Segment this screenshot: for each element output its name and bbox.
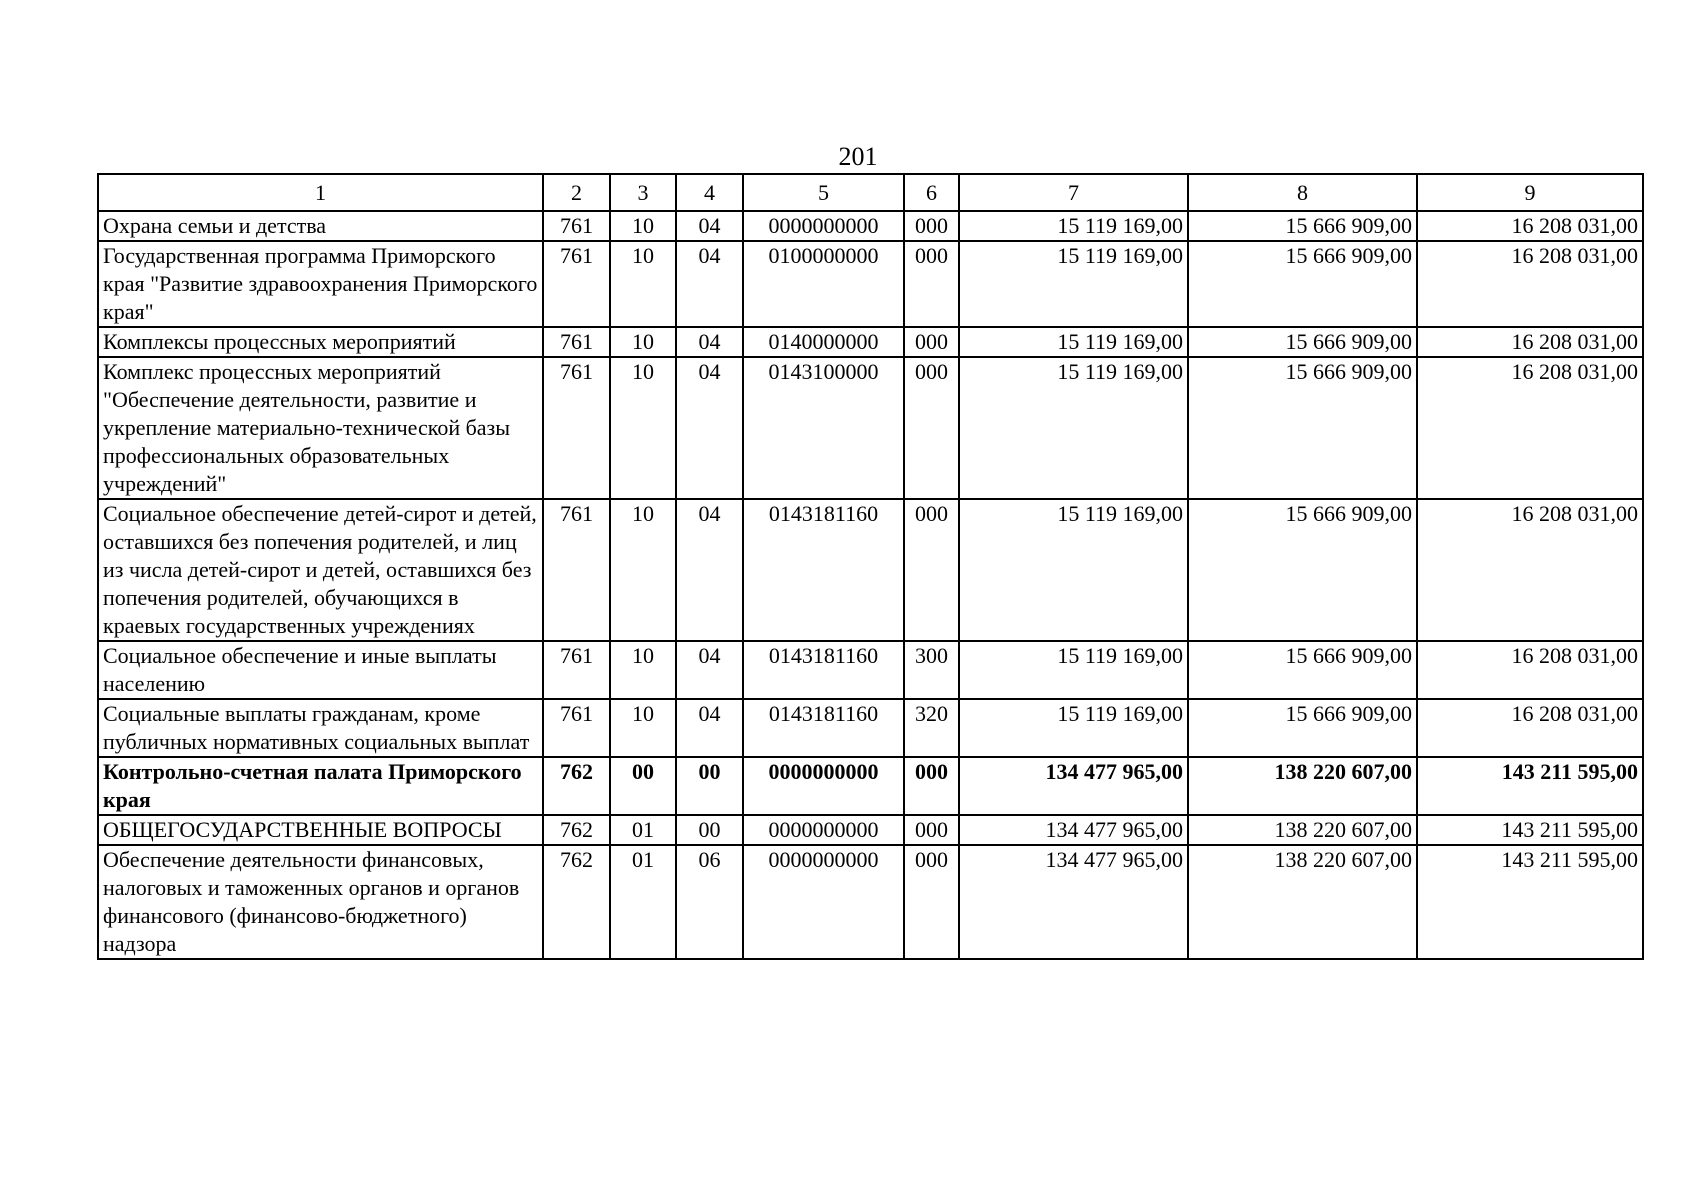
row-amount-8: 138 220 607,00 (1188, 815, 1417, 845)
row-name: Комплекс процессных мероприятий "Обеспечение деятельности, развитие и укрепление материально-технической базы профессиональных образовательных учреждений" (98, 357, 543, 499)
row-amount-7: 15 119 169,00 (959, 211, 1188, 241)
row-code-4: 04 (676, 211, 743, 241)
row-code-4: 00 (676, 757, 743, 815)
row-code-5: 0143100000 (743, 357, 904, 499)
row-name: Охрана семьи и детства (98, 211, 543, 241)
row-amount-9: 16 208 031,00 (1417, 241, 1643, 327)
row-code-3: 10 (610, 241, 676, 327)
row-code-5: 0140000000 (743, 327, 904, 357)
table-row (98, 499, 1643, 641)
row-code-6: 300 (904, 641, 959, 699)
row-amount-7: 15 119 169,00 (959, 357, 1188, 499)
row-code-3: 00 (610, 757, 676, 815)
table-row (98, 845, 1643, 959)
row-name: Обеспечение деятельности финансовых, налоговых и таможенных органов и органов финансового (финансово-бюджетного) надзора (98, 845, 543, 959)
row-name: Комплексы процессных мероприятий (98, 327, 543, 357)
row-name: ОБЩЕГОСУДАРСТВЕННЫЕ ВОПРОСЫ (98, 815, 543, 845)
header-col-4: 4 (676, 174, 743, 211)
row-amount-9: 16 208 031,00 (1417, 327, 1643, 357)
row-code-4: 00 (676, 815, 743, 845)
row-amount-9: 16 208 031,00 (1417, 641, 1643, 699)
table-row (98, 211, 1643, 241)
header-col-1: 1 (98, 174, 543, 211)
row-code-2: 761 (543, 499, 610, 641)
row-amount-8: 15 666 909,00 (1188, 241, 1417, 327)
header-col-7: 7 (959, 174, 1188, 211)
row-code-2: 762 (543, 815, 610, 845)
row-code-2: 761 (543, 641, 610, 699)
row-amount-9: 143 211 595,00 (1417, 845, 1643, 959)
row-code-3: 10 (610, 499, 676, 641)
row-name: Контрольно-счетная палата Приморского края (98, 757, 543, 815)
row-code-5: 0000000000 (743, 757, 904, 815)
table-row (98, 641, 1643, 699)
row-code-6: 000 (904, 357, 959, 499)
row-name: Социальное обеспечение детей-сирот и детей, оставшихся без попечения родителей, и лиц из числа детей-сирот и детей, оставшихся без попечения родителей, обучающихся в краевых государственных учреждениях (98, 499, 543, 641)
row-code-6: 320 (904, 699, 959, 757)
row-code-3: 10 (610, 357, 676, 499)
row-code-3: 01 (610, 815, 676, 845)
row-amount-8: 15 666 909,00 (1188, 357, 1417, 499)
row-amount-8: 15 666 909,00 (1188, 699, 1417, 757)
row-code-3: 10 (610, 699, 676, 757)
row-amount-8: 15 666 909,00 (1188, 499, 1417, 641)
row-code-6: 000 (904, 327, 959, 357)
row-code-6: 000 (904, 757, 959, 815)
row-code-4: 04 (676, 357, 743, 499)
header-col-5: 5 (743, 174, 904, 211)
row-code-4: 06 (676, 845, 743, 959)
row-code-4: 04 (676, 641, 743, 699)
row-amount-8: 15 666 909,00 (1188, 327, 1417, 357)
row-name: Социальные выплаты гражданам, кроме публичных нормативных социальных выплат (98, 699, 543, 757)
page-number: 201 (838, 142, 878, 171)
row-code-2: 762 (543, 845, 610, 959)
row-code-4: 04 (676, 499, 743, 641)
row-amount-7: 15 119 169,00 (959, 641, 1188, 699)
row-amount-7: 15 119 169,00 (959, 699, 1188, 757)
row-code-2: 762 (543, 757, 610, 815)
row-code-5: 0000000000 (743, 815, 904, 845)
row-amount-7: 134 477 965,00 (959, 845, 1188, 959)
row-code-5: 0143181160 (743, 699, 904, 757)
row-code-2: 761 (543, 357, 610, 499)
row-amount-8: 138 220 607,00 (1188, 757, 1417, 815)
row-code-5: 0000000000 (743, 845, 904, 959)
row-code-3: 01 (610, 845, 676, 959)
header-col-2: 2 (543, 174, 610, 211)
row-code-6: 000 (904, 211, 959, 241)
row-code-6: 000 (904, 499, 959, 641)
header-col-9: 9 (1417, 174, 1643, 211)
table-row (98, 357, 1643, 499)
row-amount-8: 138 220 607,00 (1188, 845, 1417, 959)
row-code-6: 000 (904, 815, 959, 845)
row-amount-9: 16 208 031,00 (1417, 499, 1643, 641)
row-name: Государственная программа Приморского края "Развитие здравоохранения Приморского края" (98, 241, 543, 327)
row-amount-8: 15 666 909,00 (1188, 211, 1417, 241)
row-amount-7: 15 119 169,00 (959, 241, 1188, 327)
row-amount-8: 15 666 909,00 (1188, 641, 1417, 699)
row-code-4: 04 (676, 699, 743, 757)
row-code-6: 000 (904, 845, 959, 959)
row-code-2: 761 (543, 327, 610, 357)
row-amount-9: 16 208 031,00 (1417, 357, 1643, 499)
header-col-3: 3 (610, 174, 676, 211)
table-row-bold (98, 757, 1643, 815)
row-code-5: 0000000000 (743, 211, 904, 241)
row-name: Социальное обеспечение и иные выплаты населению (98, 641, 543, 699)
row-code-3: 10 (610, 641, 676, 699)
row-code-2: 761 (543, 699, 610, 757)
row-code-5: 0143181160 (743, 641, 904, 699)
table-row (98, 815, 1643, 845)
row-amount-9: 143 211 595,00 (1417, 757, 1643, 815)
row-amount-9: 16 208 031,00 (1417, 699, 1643, 757)
row-code-3: 10 (610, 211, 676, 241)
row-amount-9: 16 208 031,00 (1417, 211, 1643, 241)
row-amount-7: 15 119 169,00 (959, 499, 1188, 641)
header-row (98, 174, 1643, 211)
table-row (98, 241, 1643, 327)
row-amount-7: 134 477 965,00 (959, 757, 1188, 815)
row-code-2: 761 (543, 241, 610, 327)
row-amount-7: 15 119 169,00 (959, 327, 1188, 357)
header-col-8: 8 (1188, 174, 1417, 211)
row-code-5: 0100000000 (743, 241, 904, 327)
row-amount-7: 134 477 965,00 (959, 815, 1188, 845)
row-code-3: 10 (610, 327, 676, 357)
table-row (98, 327, 1643, 357)
row-code-2: 761 (543, 211, 610, 241)
row-code-5: 0143181160 (743, 499, 904, 641)
budget-table (97, 173, 1644, 960)
row-code-4: 04 (676, 327, 743, 357)
row-amount-9: 143 211 595,00 (1417, 815, 1643, 845)
row-code-4: 04 (676, 241, 743, 327)
table-row (98, 699, 1643, 757)
row-code-6: 000 (904, 241, 959, 327)
header-col-6: 6 (904, 174, 959, 211)
